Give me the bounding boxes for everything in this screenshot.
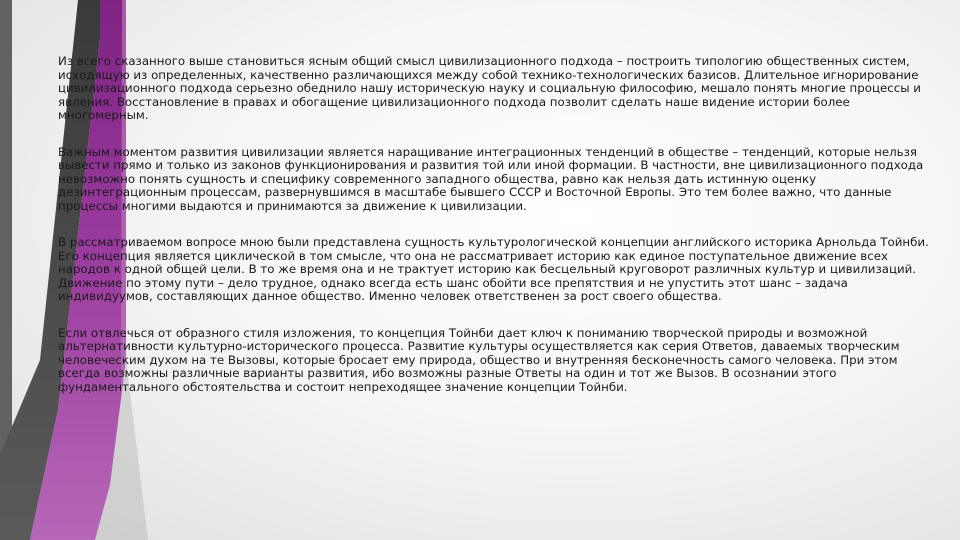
paragraph-3: В рассматриваемом вопросе мною были представлена сущность культурологической концепции английского историка Арнольда Тойнби. Его концепция является циклической в том смысле, что она не рассматривает историю как единое поступательное движение всех народов к одной общей цели. В то же время она и не трактует историю как бесцельный круговорот различных культур и цивилизаций. Движение по этому пути – дело трудное, однако всегда есть шанс обойти все препятствия и не упустить этот шанс – задача индивидуумов, составляющих данное общество. Именно человек ответственен за рост своего общества. bbox=[58, 235, 929, 303]
paragraph-4: Если отвлечься от образного стиля изложения, то концепция Тойнби дает ключ к пониманию творческой природы и возможной альтернативности культурно-исторического процесса. Развитие культуры осуществляется как серия Ответов, даваемых творческим человеческим духом на те Вызовы, которые бросает ему природа, общество и внутренняя бесконечность самого человека. При этом всегда возможны различные варианты развития, ибо возможны разные Ответы на один и тот же Вызов. В осознании этого фундаментального обстоятельства и состоит непреходящее значение концепции Тойнби. bbox=[58, 325, 900, 394]
slide-body bbox=[58, 50, 938, 394]
paragraph-2: Важным моментом развития цивилизации является наращивание интеграционных тенденций в обществе – тенденций, которые нельзя вывести прямо и только из законов функционирования и развития той или иной формации. В частности, вне цивилизационного подхода невозможно понять сущность и специфику современного западного общества, равно как нельзя дать истинную оценку дезинтеграционным процессам, развернувшимся в масштабе бывшего СССР и Восточной Европы. Это тем более важно, что данные процессы многими выдаются и принимаются за движение к цивилизации. bbox=[58, 144, 924, 213]
paragraph-1: Из всего сказанного выше становиться ясным общий смысл цивилизационного подхода – построить типологию общественных систем, исходящую из определенных, качественно различающихся между собой технико-технологических базисов. Длительное игнорирование цивилизационного подхода серьезно обеднило нашу историческую науку и социальную философию, мешало понять многие процессы и явления. Восстановление в правах и обогащение цивилизационного подхода позволит сделать наше видение истории более многомерным. bbox=[58, 54, 921, 122]
